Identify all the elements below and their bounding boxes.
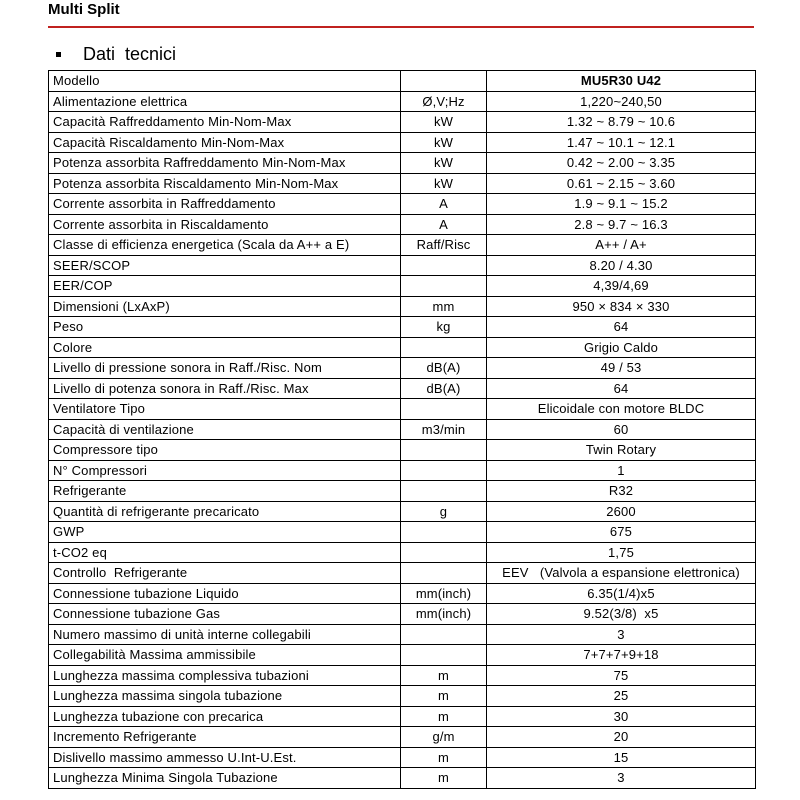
spec-value-cell: 1,75	[487, 542, 756, 563]
spec-value-cell: EEV (Valvola a espansione elettronica)	[487, 563, 756, 584]
spec-unit-cell: dB(A)	[401, 358, 487, 379]
spec-label-cell: Capacità di ventilazione	[49, 419, 401, 440]
table-row	[49, 665, 756, 686]
spec-label-cell: Colore	[49, 337, 401, 358]
spec-label-cell: Potenza assorbita Riscaldamento Min-Nom-Max	[49, 173, 401, 194]
table-row	[49, 194, 756, 215]
table-row	[49, 501, 756, 522]
spec-unit-cell	[401, 255, 487, 276]
spec-label-cell: Lunghezza Minima Singola Tubazione	[49, 768, 401, 789]
table-row	[49, 440, 756, 461]
spec-unit-cell	[401, 71, 487, 92]
table-row	[49, 214, 756, 235]
spec-value-cell: 4,39/4,69	[487, 276, 756, 297]
spec-unit-cell	[401, 337, 487, 358]
spec-label-cell: Capacità Raffreddamento Min-Nom-Max	[49, 112, 401, 133]
spec-label-cell: Dimensioni (LxAxP)	[49, 296, 401, 317]
spec-value-cell: Twin Rotary	[487, 440, 756, 461]
spec-value-cell: 7+7+7+9+18	[487, 645, 756, 666]
spec-value-cell: Grigio Caldo	[487, 337, 756, 358]
spec-unit-cell: m	[401, 768, 487, 789]
spec-label-cell: Livello di potenza sonora in Raff./Risc. Max	[49, 378, 401, 399]
spec-unit-cell	[401, 481, 487, 502]
table-row	[49, 706, 756, 727]
spec-value-cell: MU5R30 U42	[487, 71, 756, 92]
spec-value-cell: 8.20 / 4.30	[487, 255, 756, 276]
spec-label-cell: Ventilatore Tipo	[49, 399, 401, 420]
spec-value-cell: 1	[487, 460, 756, 481]
spec-unit-cell	[401, 522, 487, 543]
spec-value-cell: 2600	[487, 501, 756, 522]
table-row	[49, 460, 756, 481]
spec-label-cell: Capacità Riscaldamento Min-Nom-Max	[49, 132, 401, 153]
table-row	[49, 276, 756, 297]
spec-value-cell: 1,220~240,50	[487, 91, 756, 112]
table-row	[49, 522, 756, 543]
spec-value-cell: 3	[487, 624, 756, 645]
spec-unit-cell: Ø,V;Hz	[401, 91, 487, 112]
spec-label-cell: Modello	[49, 71, 401, 92]
spec-value-cell: 75	[487, 665, 756, 686]
table-row	[49, 112, 756, 133]
spec-value-cell: Elicoidale con motore BLDC	[487, 399, 756, 420]
spec-value-cell: R32	[487, 481, 756, 502]
spec-unit-cell	[401, 645, 487, 666]
spec-value-cell: 675	[487, 522, 756, 543]
spec-label-cell: t-CO2 eq	[49, 542, 401, 563]
spec-value-cell: 64	[487, 378, 756, 399]
bullet-icon	[56, 52, 61, 57]
spec-label-cell: Corrente assorbita in Raffreddamento	[49, 194, 401, 215]
table-row	[49, 563, 756, 584]
spec-label-cell: Dislivello massimo ammesso U.Int-U.Est.	[49, 747, 401, 768]
spec-unit-cell: mm	[401, 296, 487, 317]
spec-value-cell: 950 × 834 × 330	[487, 296, 756, 317]
spec-unit-cell: m	[401, 706, 487, 727]
spec-label-cell: Incremento Refrigerante	[49, 727, 401, 748]
spec-value-cell: 49 / 53	[487, 358, 756, 379]
spec-unit-cell: A	[401, 214, 487, 235]
spec-label-cell: Peso	[49, 317, 401, 338]
table-row	[49, 255, 756, 276]
spec-unit-cell: m	[401, 665, 487, 686]
spec-value-cell: 15	[487, 747, 756, 768]
document-header-title: Multi Split	[48, 1, 120, 18]
spec-label-cell: Numero massimo di unità interne collegabili	[49, 624, 401, 645]
spec-unit-cell: kW	[401, 173, 487, 194]
spec-value-cell: 25	[487, 686, 756, 707]
spec-unit-cell: kW	[401, 112, 487, 133]
table-row	[49, 542, 756, 563]
spec-value-cell: 60	[487, 419, 756, 440]
spec-unit-cell: kW	[401, 132, 487, 153]
header-divider	[48, 26, 754, 28]
spec-unit-cell	[401, 276, 487, 297]
spec-value-cell: 6.35(1/4)x5	[487, 583, 756, 604]
table-row	[49, 768, 756, 789]
table-row	[49, 747, 756, 768]
spec-label-cell: Collegabilità Massima ammissibile	[49, 645, 401, 666]
spec-label-cell: Refrigerante	[49, 481, 401, 502]
table-row	[49, 378, 756, 399]
spec-label-cell: Lunghezza massima singola tubazione	[49, 686, 401, 707]
spec-value-cell: A++ / A+	[487, 235, 756, 256]
spec-label-cell: Lunghezza massima complessiva tubazioni	[49, 665, 401, 686]
table-row	[49, 296, 756, 317]
spec-unit-cell	[401, 563, 487, 584]
spec-label-cell: Lunghezza tubazione con precarica	[49, 706, 401, 727]
table-row	[49, 604, 756, 625]
spec-value-cell: 0.61 ~ 2.15 ~ 3.60	[487, 173, 756, 194]
spec-unit-cell	[401, 460, 487, 481]
section-title: Dati tecnici	[83, 44, 177, 64]
table-row	[49, 624, 756, 645]
table-row	[49, 71, 756, 92]
table-row	[49, 358, 756, 379]
spec-value-cell: 9.52(3/8) x5	[487, 604, 756, 625]
spec-label-cell: Classe di efficienza energetica (Scala da A++ a E)	[49, 235, 401, 256]
table-row	[49, 132, 756, 153]
spec-value-cell: 1.47 ~ 10.1 ~ 12.1	[487, 132, 756, 153]
section-heading	[56, 43, 176, 65]
table-row	[49, 686, 756, 707]
spec-value-cell: 1.9 ~ 9.1 ~ 15.2	[487, 194, 756, 215]
spec-unit-cell	[401, 440, 487, 461]
table-row	[49, 91, 756, 112]
spec-value-cell: 20	[487, 727, 756, 748]
spec-table	[48, 70, 756, 789]
spec-unit-cell	[401, 542, 487, 563]
spec-label-cell: Controllo Refrigerante	[49, 563, 401, 584]
spec-unit-cell	[401, 399, 487, 420]
table-row	[49, 481, 756, 502]
spec-unit-cell: m	[401, 747, 487, 768]
spec-label-cell: Potenza assorbita Raffreddamento Min-Nom-Max	[49, 153, 401, 174]
spec-unit-cell: g	[401, 501, 487, 522]
spec-label-cell: Alimentazione elettrica	[49, 91, 401, 112]
spec-unit-cell: kg	[401, 317, 487, 338]
spec-unit-cell: Raff/Risc	[401, 235, 487, 256]
spec-value-cell: 64	[487, 317, 756, 338]
table-row	[49, 317, 756, 338]
spec-label-cell: SEER/SCOP	[49, 255, 401, 276]
spec-unit-cell: m3/min	[401, 419, 487, 440]
table-row	[49, 153, 756, 174]
spec-unit-cell: m	[401, 686, 487, 707]
table-row	[49, 399, 756, 420]
table-row	[49, 645, 756, 666]
spec-value-cell: 0.42 ~ 2.00 ~ 3.35	[487, 153, 756, 174]
spec-unit-cell: g/m	[401, 727, 487, 748]
table-row	[49, 173, 756, 194]
spec-label-cell: Corrente assorbita in Riscaldamento	[49, 214, 401, 235]
spec-label-cell: Compressore tipo	[49, 440, 401, 461]
spec-unit-cell: kW	[401, 153, 487, 174]
spec-label-cell: Livello di pressione sonora in Raff./Risc. Nom	[49, 358, 401, 379]
table-row	[49, 235, 756, 256]
spec-value-cell: 1.32 ~ 8.79 ~ 10.6	[487, 112, 756, 133]
spec-label-cell: EER/COP	[49, 276, 401, 297]
table-row	[49, 419, 756, 440]
spec-label-cell: Connessione tubazione Gas	[49, 604, 401, 625]
spec-value-cell: 2.8 ~ 9.7 ~ 16.3	[487, 214, 756, 235]
spec-unit-cell: A	[401, 194, 487, 215]
table-row	[49, 727, 756, 748]
spec-label-cell: Quantità di refrigerante precaricato	[49, 501, 401, 522]
spec-value-cell: 30	[487, 706, 756, 727]
spec-unit-cell: mm(inch)	[401, 583, 487, 604]
spec-table-body	[49, 71, 756, 789]
table-row	[49, 337, 756, 358]
spec-label-cell: N° Compressori	[49, 460, 401, 481]
spec-value-cell: 3	[487, 768, 756, 789]
spec-unit-cell: mm(inch)	[401, 604, 487, 625]
spec-unit-cell	[401, 624, 487, 645]
spec-unit-cell: dB(A)	[401, 378, 487, 399]
spec-label-cell: Connessione tubazione Liquido	[49, 583, 401, 604]
spec-label-cell: GWP	[49, 522, 401, 543]
table-row	[49, 583, 756, 604]
